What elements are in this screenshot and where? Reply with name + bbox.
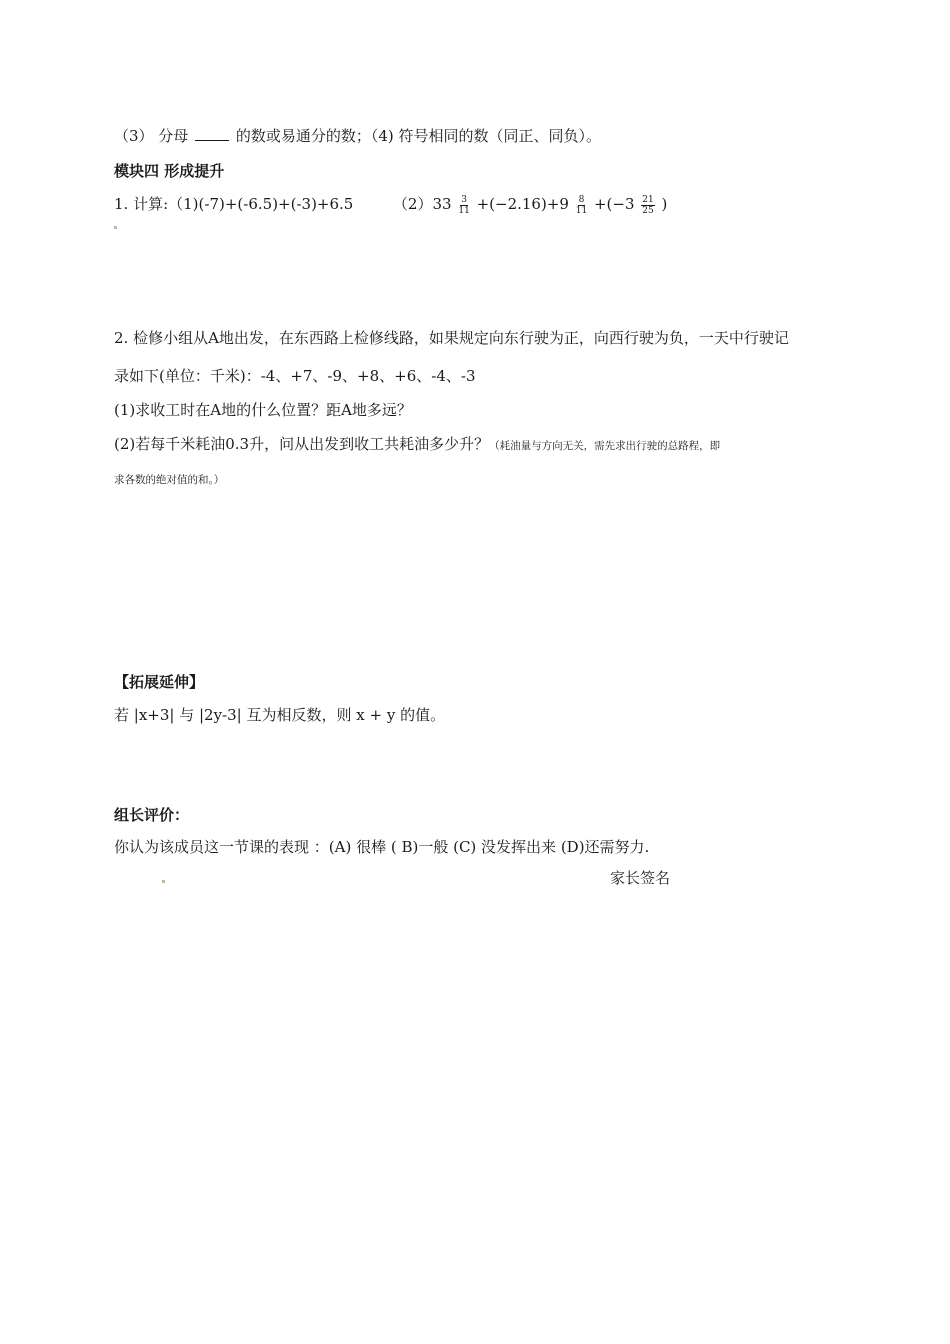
fill-blank[interactable] <box>195 126 229 141</box>
q2-hint-b: 求各数的绝对值的和。） <box>114 474 225 486</box>
fraction-numerator: 3 <box>461 194 467 205</box>
fraction-denominator: 11 <box>458 205 470 216</box>
tip-3-text: （3） 分母 <box>114 127 189 145</box>
scan-mark <box>162 880 165 883</box>
scan-mark <box>114 226 117 229</box>
q2-sub-2 <box>114 434 720 456</box>
tip-4-text: 的数或易通分的数；（4) 符号相同的数（同正、同负）。 <box>235 127 602 145</box>
q2-sub-2-text: (2)若每千米耗油0.3升，问从出发到收工共耗油多少升？ <box>114 435 490 453</box>
fraction-denominator: 25 <box>642 205 654 216</box>
fraction-denominator: 11 <box>575 205 588 216</box>
q2-line-2: 录如下(单位：千米)：-4、+7、-9、+8、+6、-4、-3 <box>114 367 476 385</box>
fraction-numerator: 21 <box>642 194 654 205</box>
calc-part-2-end: +(−3 <box>593 195 635 213</box>
module-4-title: 模块四 形成提升 <box>114 162 225 180</box>
fraction-3-11 <box>458 195 469 216</box>
extension-title: 【拓展延伸】 <box>114 673 205 691</box>
fraction-numerator: 8 <box>578 194 585 205</box>
calc-part-1: 1. 计算:（1)(-7)+(-6.5)+(-3)+6.5 <box>114 195 354 213</box>
fraction-21-25 <box>641 195 654 216</box>
evaluation-title: 组长评价： <box>114 806 190 824</box>
fraction-8-11 <box>576 195 587 216</box>
q2-sub-1: (1)求收工时在A地的什么位置？距A地多远？ <box>114 401 412 419</box>
fraction-tips-line <box>114 126 601 146</box>
calc-question <box>114 194 667 216</box>
extension-question: 若 |x+3| 与 |2y-3| 互为相反数，则 x + y 的值。 <box>114 706 446 724</box>
calc-close-paren: ) <box>661 195 668 213</box>
q2-line-1: 2. 检修小组从A地出发，在东西路上检修线路，如果规定向东行驶为正，向西行驶为负，一天中行驶记 <box>114 329 789 347</box>
calc-part-2-start: （2）33 <box>392 195 452 213</box>
parent-signature-label: 家长签名 <box>610 869 671 887</box>
calc-part-2-mid: +(−2.16)+9 <box>476 195 569 213</box>
evaluation-options: 你认为该成员这一节课的表现 ：(A) 很棒 ( B)一般 (C) 没发挥出来 (D)还需努力. <box>114 838 650 856</box>
q2-hint-a: （耗油量与方向无关，需先求出行驶的总路程，即 <box>489 440 721 452</box>
